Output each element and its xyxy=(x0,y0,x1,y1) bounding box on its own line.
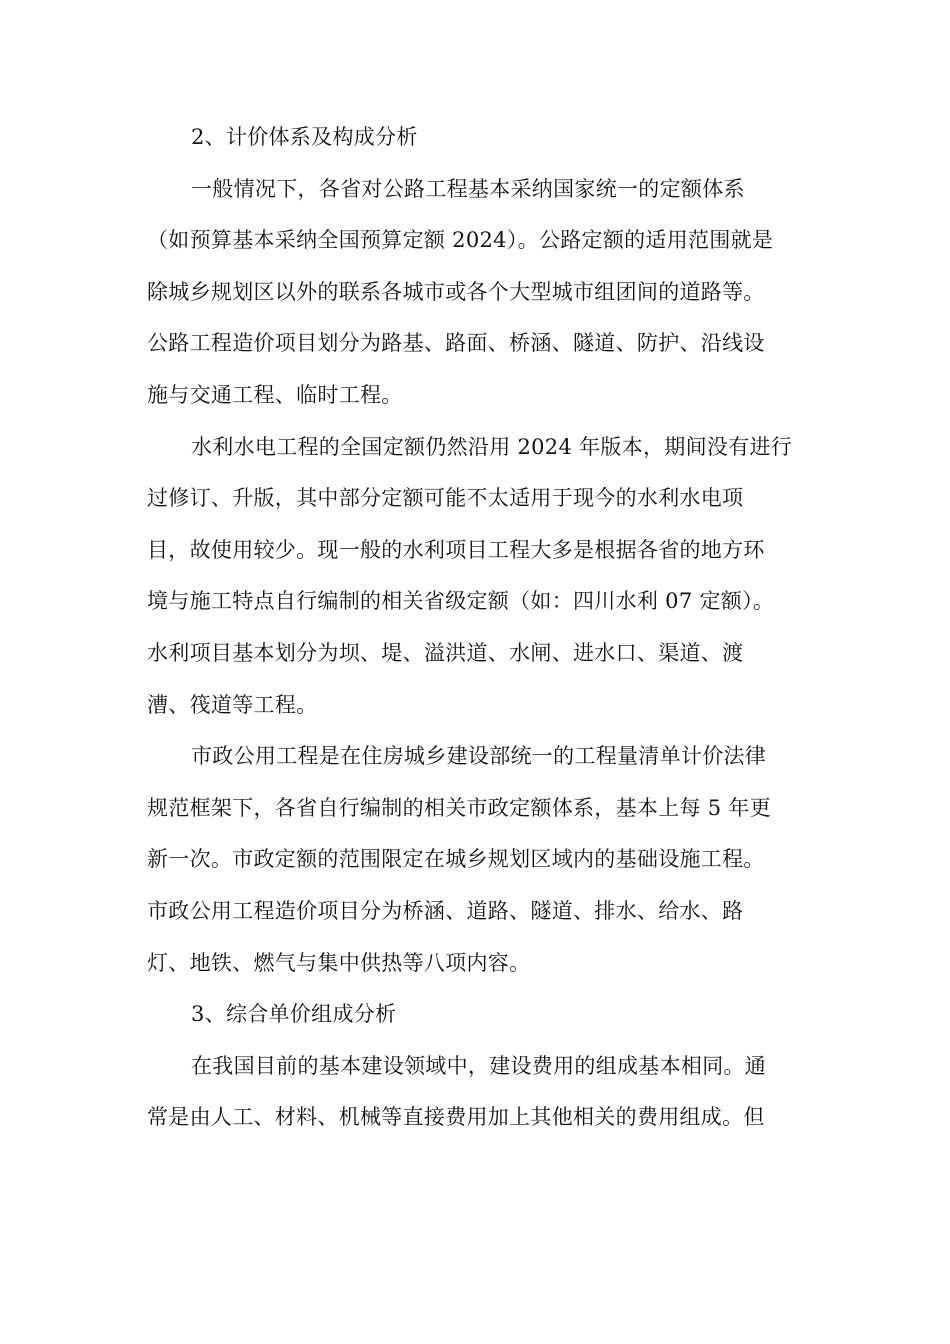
paragraph-line: 除城乡规划区以外的联系各城市或各个大型城市组团间的道路等。 xyxy=(147,279,765,304)
paragraph-line: 在我国目前的基本建设领域中，建设费用的组成基本相同。通 xyxy=(191,1053,767,1078)
paragraph-line: 市政公用工程是在住房城乡建设部统一的工程量清单计价法律 xyxy=(191,744,767,769)
paragraph-line: 规范框架下，各省自行编制的相关市政定额体系，基本上每 5 年更 xyxy=(147,795,772,820)
section-heading-3: 3、综合单价组成分析 xyxy=(191,1002,397,1027)
paragraph-line: 公路工程造价项目划分为路基、路面、桥涵、隧道、防护、沿线设 xyxy=(147,331,765,356)
paragraph-line: 灯、地铁、燃气与集中供热等八项内容。 xyxy=(147,950,531,975)
paragraph-line: 目，故使用较少。现一般的水利项目工程大多是根据各省的地方环 xyxy=(147,537,765,562)
paragraph-line: 新一次。市政定额的范围限定在城乡规划区域内的基础设施工程。 xyxy=(147,847,765,872)
document-body xyxy=(147,112,807,1144)
paragraph-line: 一般情况下，各省对公路工程基本采纳国家统一的定额体系 xyxy=(191,176,745,201)
paragraph-line: 水利水电工程的全国定额仍然沿用 2024 年版本，期间没有进行 xyxy=(191,434,793,459)
section-heading-2: 2、计价体系及构成分析 xyxy=(191,125,418,149)
paragraph-line: 过修订、升版，其中部分定额可能不太适用于现今的水利水电项 xyxy=(147,486,744,511)
paragraph-line: 水利项目基本划分为坝、堤、溢洪道、水闸、进水口、渠道、渡 xyxy=(147,640,744,665)
paragraph-line: （如预算基本采纳全国预算定额 2024）。公路定额的适用范围就是 xyxy=(147,228,774,253)
paragraph-line: 施与交通工程、临时工程。 xyxy=(147,382,403,407)
paragraph-line: 常是由人工、材料、机械等直接费用加上其他相关的费用组成。但 xyxy=(147,1105,765,1130)
paragraph-line: 境与施工特点自行编制的相关省级定额（如：四川水利 07 定额）。 xyxy=(147,589,775,614)
paragraph-line: 漕、筏道等工程。 xyxy=(147,692,318,717)
paragraph-line: 市政公用工程造价项目分为桥涵、道路、隧道、排水、给水、路 xyxy=(147,898,744,923)
